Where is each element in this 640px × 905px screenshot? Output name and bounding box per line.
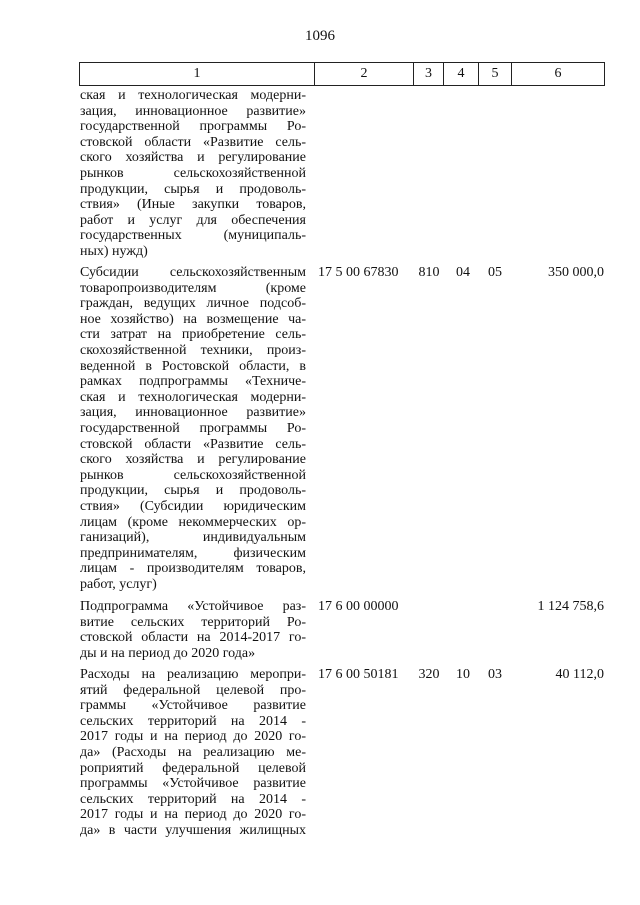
text-line: витие сельских территорий Ро-	[80, 614, 306, 630]
text-line: ствия» (Субсидии юридическим	[80, 498, 306, 514]
text-line: скохозяйственной техники, произ-	[80, 342, 306, 358]
text-line: государственной программы Ро-	[80, 119, 306, 135]
cell-amount: 1 124 758,6	[537, 599, 604, 614]
cell-expense-type: 320	[418, 667, 440, 682]
text-line: стовской области «Развитие сель-	[80, 436, 306, 452]
text-line: товаропроизводителям (кроме	[80, 280, 306, 296]
text-line: рынков сельскохозяйственной	[80, 467, 306, 483]
header-col-3: 3	[413, 63, 443, 85]
header-col-5: 5	[478, 63, 511, 85]
text-line: государственных (муниципаль-	[80, 228, 306, 244]
text-line: 2017 годы и на период до 2020 го-	[80, 729, 306, 745]
text-line: ятий федеральной целевой про-	[80, 682, 306, 698]
text-line: сти затрат на приобретение сель-	[80, 327, 306, 343]
text-line: лицам (кроме некоммерческих ор-	[80, 514, 306, 530]
cell-code: 17 6 00 50181	[318, 667, 399, 682]
text-line: ганизаций), индивидуальным	[80, 530, 306, 546]
text-line: веденной в Ростовской области, в	[80, 358, 306, 374]
text-line: зация, инновационное развитие»	[80, 103, 306, 119]
text-line: ды и на период до 2020 года»	[80, 645, 256, 661]
table-row-description	[80, 265, 306, 592]
text-line: ская и технологическая модерни-	[80, 88, 306, 103]
text-line: 2017 годы и на период до 2020 го-	[80, 807, 306, 823]
table-row-description	[80, 88, 306, 260]
text-line: сельских территорий на 2014 -	[80, 713, 306, 729]
cell-amount: 350 000,0	[548, 265, 604, 280]
cell-expense-type: 810	[418, 265, 440, 280]
text-line: государственной программы Ро-	[80, 420, 306, 436]
page-number: 1096	[305, 28, 335, 44]
cell-subsection: 03	[488, 667, 502, 682]
text-line: ская и технологическая модерни-	[80, 389, 306, 405]
text-line: роприятий федеральной целевой	[80, 760, 306, 776]
text-line: лицам - производителям товаров,	[80, 561, 306, 577]
text-line: ных) нужд)	[80, 243, 148, 259]
header-col-1: 1	[79, 63, 314, 85]
header-col-4: 4	[443, 63, 478, 85]
table-header-row	[79, 62, 605, 86]
text-line: Подпрограмма «Устойчивое раз-	[80, 599, 306, 614]
cell-section: 10	[456, 667, 470, 682]
cell-code: 17 5 00 67830	[318, 265, 399, 280]
text-line: ского хозяйства и регулирование	[80, 150, 306, 166]
table-row-description	[80, 667, 306, 839]
text-line: да» в части улучшения жилищных	[80, 822, 306, 838]
cell-section: 04	[456, 265, 470, 280]
text-line: рынков сельскохозяйственной	[80, 165, 306, 181]
text-line: ствия» (Иные закупки товаров,	[80, 197, 306, 213]
text-line: стовской области «Развитие сель-	[80, 134, 306, 150]
table-row-description	[80, 599, 306, 661]
cell-amount: 40 112,0	[555, 667, 604, 682]
header-col-2: 2	[314, 63, 413, 85]
cell-subsection: 05	[488, 265, 502, 280]
header-col-6: 6	[511, 63, 605, 85]
text-line: стовской области на 2014-2017 го-	[80, 630, 306, 646]
text-line: сельских территорий на 2014 -	[80, 791, 306, 807]
text-line: работ, услуг)	[80, 576, 157, 592]
text-line: зация, инновационное развитие»	[80, 405, 306, 421]
text-line: Расходы на реализацию меропри-	[80, 667, 306, 682]
text-line: предпринимателям, физическим	[80, 545, 306, 561]
text-line: да» (Расходы на реализацию ме-	[80, 744, 306, 760]
text-line: продукции, сырья и продоволь-	[80, 181, 306, 197]
text-line: работ и услуг для обеспечения	[80, 212, 306, 228]
text-line: рамках подпрограммы «Техниче-	[80, 374, 306, 390]
text-line: Субсидии сельскохозяйственным	[80, 265, 306, 280]
text-line: программы «Устойчивое развитие	[80, 776, 306, 792]
text-line: ное хозяйство) на возмещение ча-	[80, 311, 306, 327]
text-line: граждан, ведущих личное подсоб-	[80, 296, 306, 312]
text-line: продукции, сырья и продоволь-	[80, 483, 306, 499]
cell-code: 17 6 00 00000	[318, 599, 399, 614]
text-line: ского хозяйства и регулирование	[80, 452, 306, 468]
text-line: граммы «Устойчивое развитие	[80, 698, 306, 714]
